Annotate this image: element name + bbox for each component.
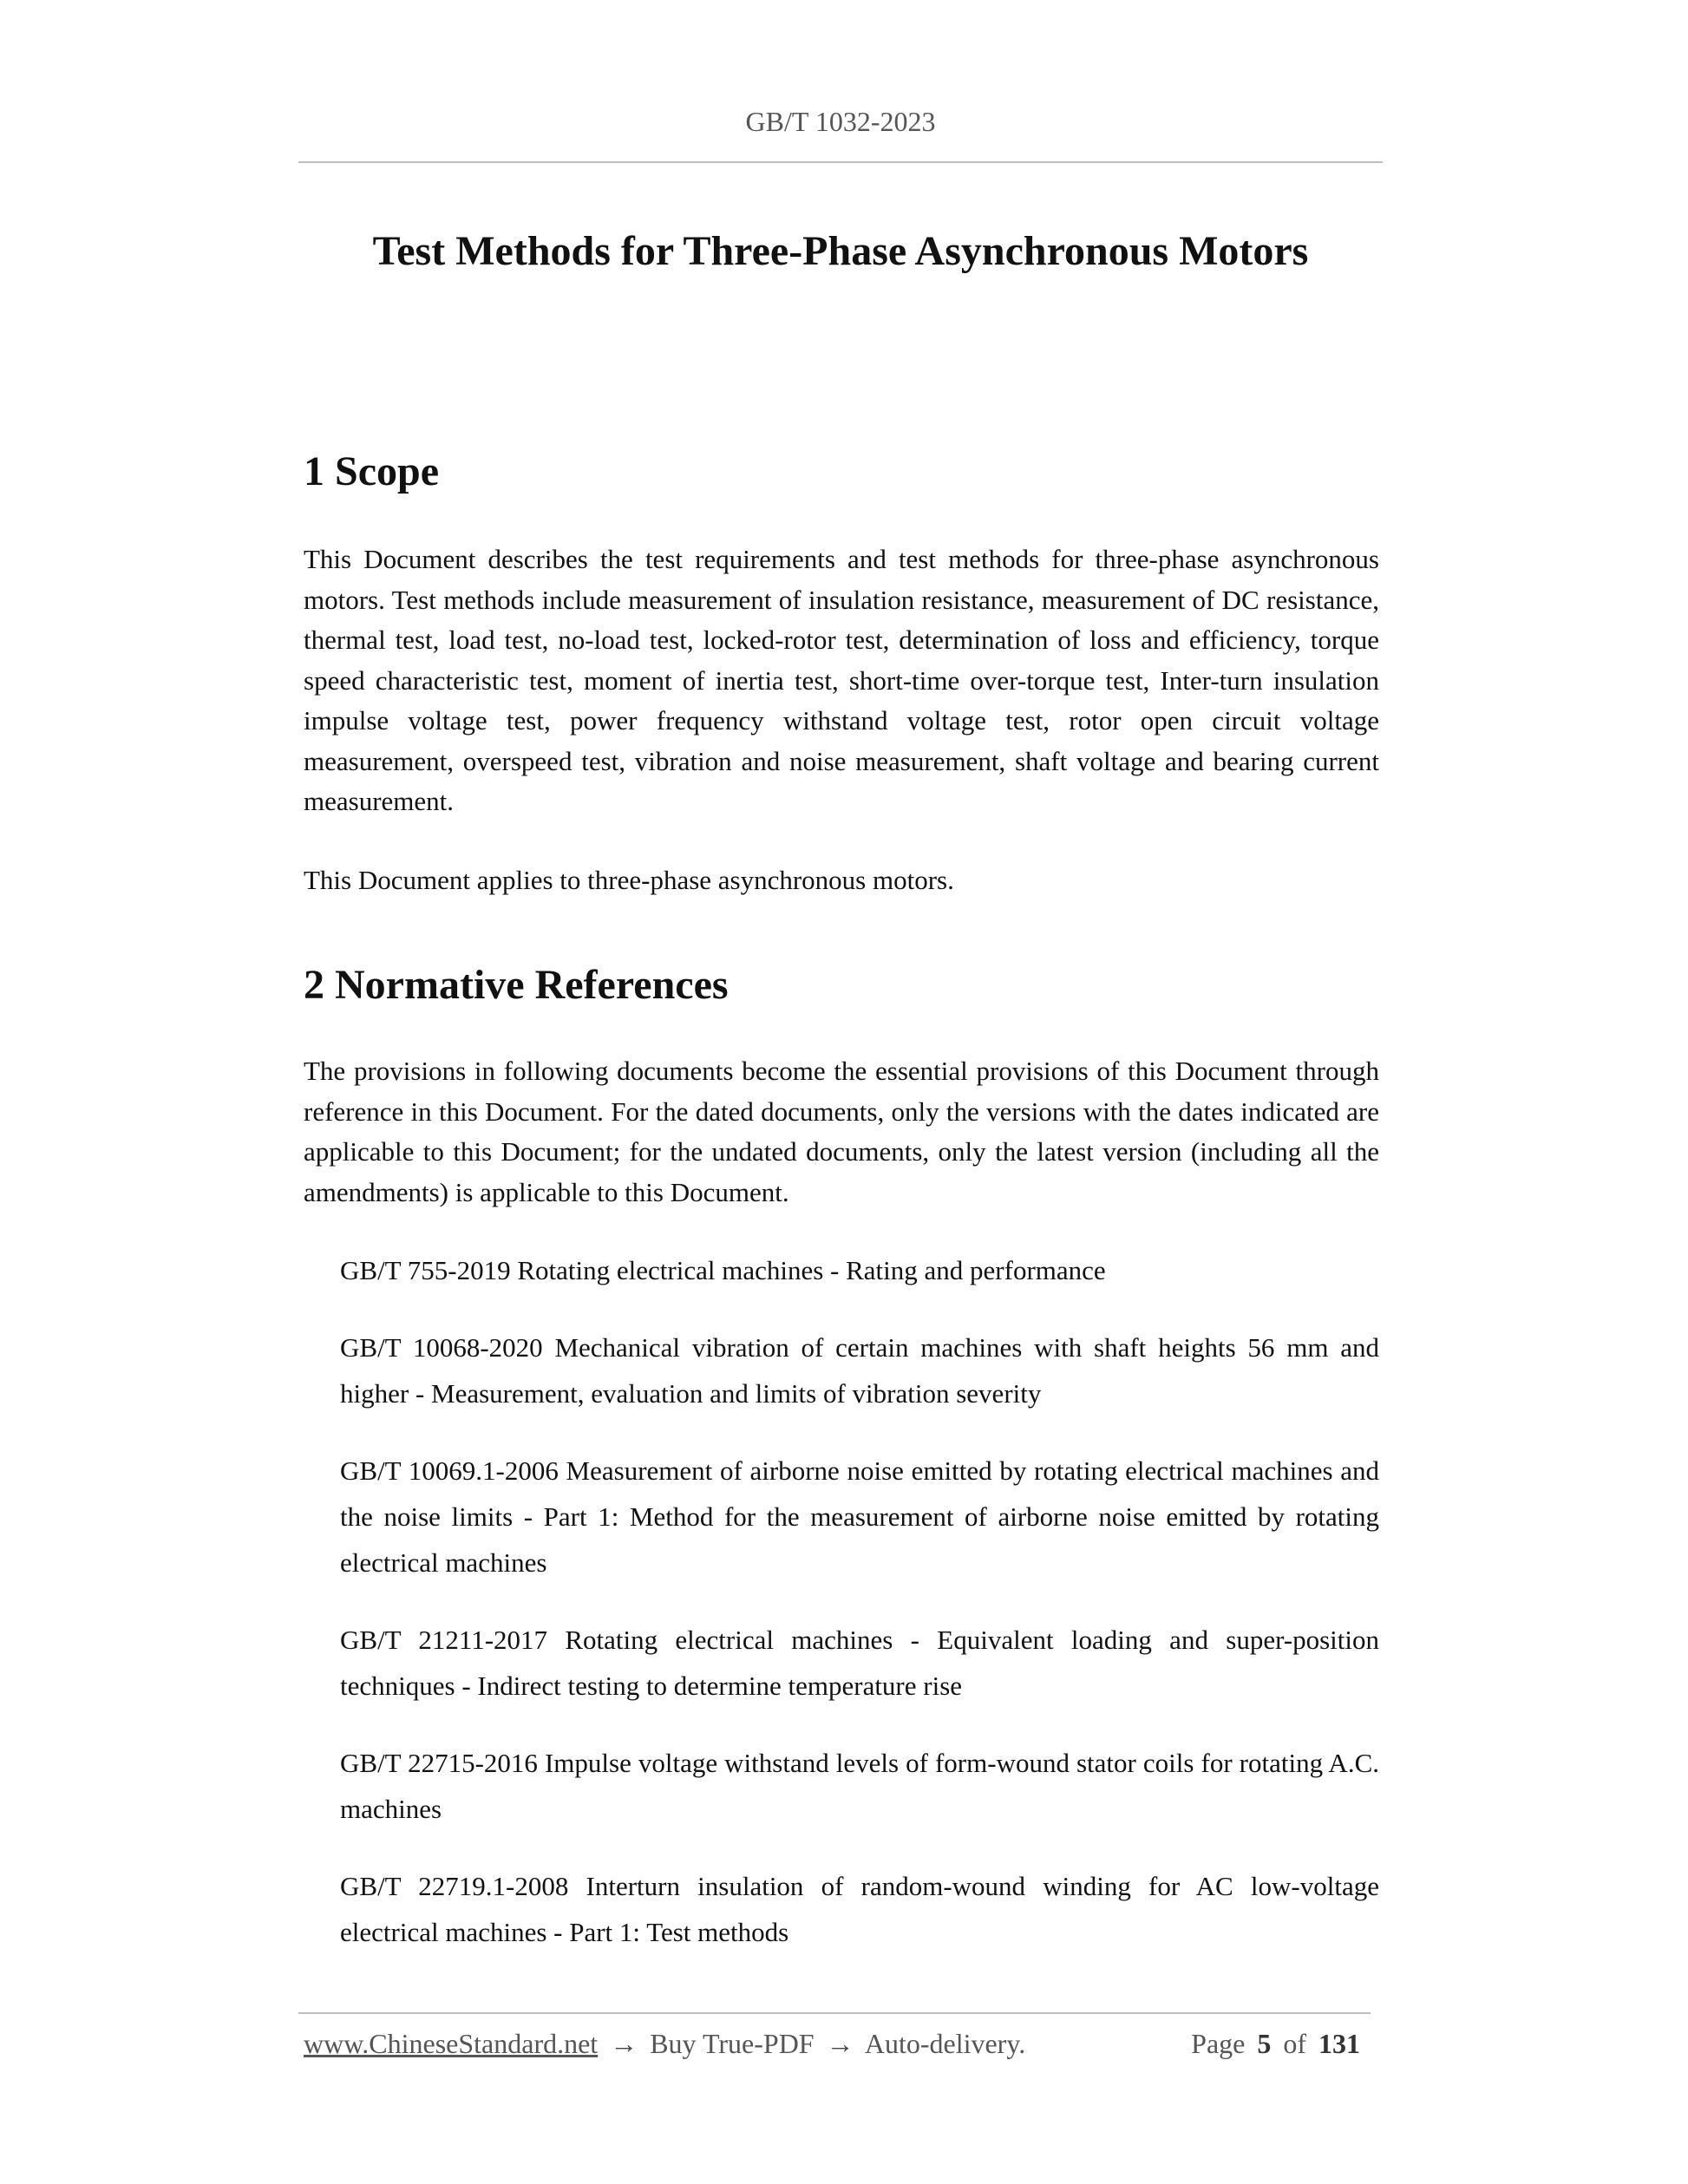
arrow-right-icon: → [610,2028,638,2059]
reference-item: GB/T 22715-2016 Impulse voltage withstand levels of form-wound stator coils for rotating A.C. machines [340,1748,1379,1824]
page-total: 131 [1318,2028,1360,2059]
footer-divider [298,2012,1371,2014]
auto-delivery-text: Auto-delivery. [864,2028,1026,2059]
section-heading-scope: 1 Scope [304,448,439,494]
reference-item: GB/T 10069.1-2006 Measurement of airborne noise emitted by rotating electrical machines and the noise limits - Part 1: Method for the measurement of airborne noise emitted by rotating electrical machines [340,1455,1379,1578]
page-of-label: of [1283,2028,1306,2059]
arrow-right-icon: → [826,2028,854,2059]
header-divider [298,161,1383,163]
scope-paragraph-2: This Document applies to three-phase asynchronous motors. [304,865,954,895]
normative-references-paragraph: The provisions in following documents become the essential provisions of this Document through reference in this Document. For the dated documents, only the versions with the dates indicated are applicable to this Document; for the undated documents, only the latest version (including all the amendments) is applicable to this Document. [304,1056,1379,1207]
website-link[interactable]: www.ChineseStandard.net [304,2028,599,2059]
buy-true-pdf-text: Buy True-PDF [650,2028,815,2059]
section-heading-normative-references: 2 Normative References [304,962,729,1008]
reference-item: GB/T 10068-2020 Mechanical vibration of certain machines with shaft heights 56 mm and higher - Measurement, evaluation and limits of vibration severity [340,1332,1379,1409]
reference-list [340,1247,1379,1986]
document-title: Test Methods for Three-Phase Asynchronous Motors [372,228,1309,274]
reference-item: GB/T 755-2019 Rotating electrical machines - Rating and performance [340,1255,1106,1285]
page-current: 5 [1257,2028,1272,2059]
running-header: GB/T 1032-2023 [745,106,936,137]
scope-paragraph-1: This Document describes the test requirements and test methods for three-phase asynchronous motors. Test methods include measurement of insulation resistance, measurement of DC resistance, thermal test, load test, no-load test, locked-rotor test, determination of loss and efficiency, torque speed characteristic test, moment of inertia test, short-time over-torque test, Inter-turn insulation impulse voltage test, power frequency withstand voltage test, rotor open circuit voltage measurement, overspeed test, vibration and noise measurement, shaft voltage and bearing current measurement. [304,544,1379,816]
page-label: Page [1191,2028,1246,2059]
page-indicator [1191,2028,1365,2060]
reference-item: GB/T 22719.1-2008 Interturn insulation of random-wound winding for AC low-voltage electrical machines - Part 1: Test methods [340,1871,1379,1947]
reference-item: GB/T 21211-2017 Rotating electrical machines - Equivalent loading and super-position techniques - Indirect testing to determine temperature rise [340,1625,1379,1701]
footer-promo [304,2028,1025,2060]
